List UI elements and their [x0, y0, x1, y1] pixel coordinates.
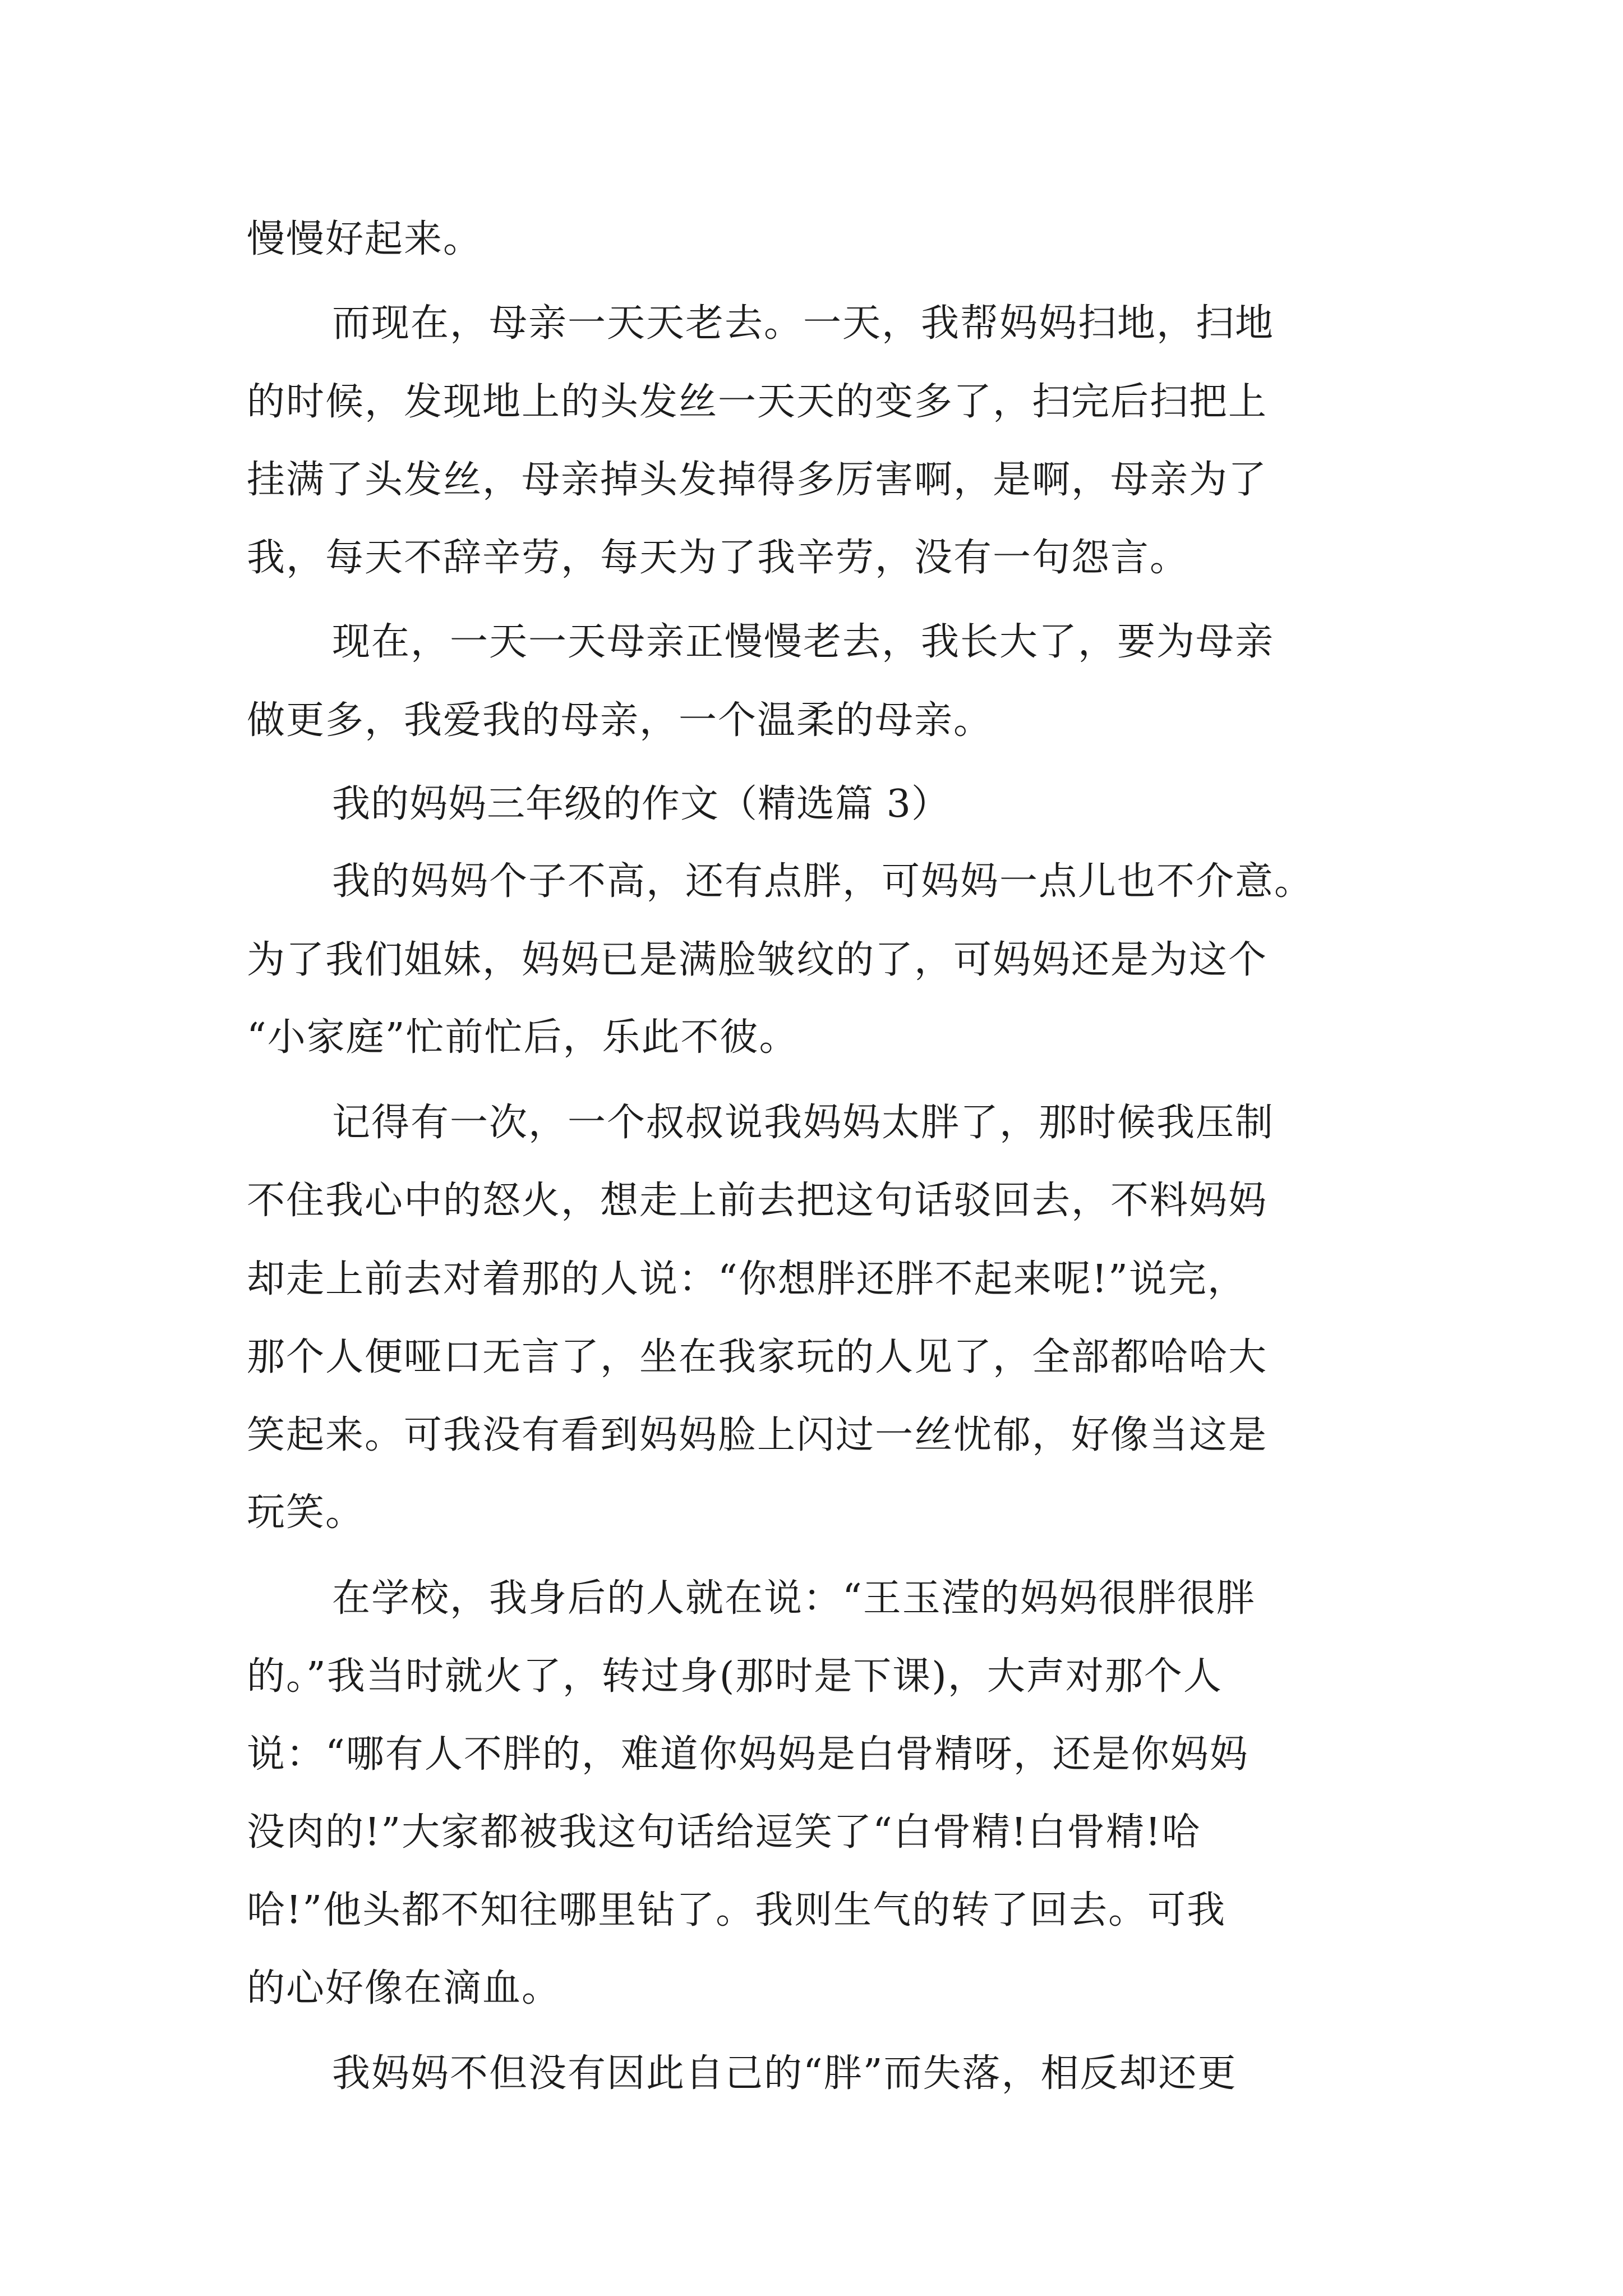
text-line: 做更多，我爱我的母亲，一个温柔的母亲。 [247, 698, 993, 743]
text-line: 为了我们姐妹，妈妈已是满脸皱纹的了，可妈妈还是为这个 [247, 938, 1268, 982]
text-line: 说：“哪有人不胖的，难道你妈妈是白骨精呀，还是你妈妈 [247, 1732, 1249, 1777]
text-line: 的时候，发现地上的头发丝一天天的变多了，扫完后扫把上 [247, 380, 1268, 424]
text-line: 而现在，母亲一天天老去。一天，我帮妈妈扫地，扫地 [332, 301, 1275, 346]
text-line: 挂满了头发丝，母亲掉头发掉得多厉害啊，是啊，母亲为了 [247, 458, 1268, 502]
text-line: 我，每天不辞辛劳，每天为了我辛劳，没有一句怨言。 [247, 536, 1189, 580]
text-line: 那个人便哑口无言了，坐在我家玩的人见了，全部都哈哈大 [247, 1335, 1268, 1379]
text-line: 慢慢好起来。 [247, 217, 483, 261]
text-line: 我妈妈不但没有因此自己的“胖”而失落，相反却还更 [332, 2051, 1237, 2096]
text-line: 哈!”他头都不知往哪里钻了。我则生气的转了回去。可我 [247, 1888, 1227, 1932]
text-line: 却走上前去对着那的人说：“你想胖还胖不起来呢!”说完， [247, 1257, 1247, 1301]
text-line: 在学校，我身后的人就在说：“王玉滢的妈妈很胖很胖 [332, 1576, 1256, 1621]
text-line: 的心好像在滴血。 [247, 1966, 561, 2010]
text-line: 的。”我当时就火了，转过身(那时是下课)，大声对那个人 [247, 1654, 1223, 1699]
text-line: 现在，一天一天母亲正慢慢老去，我长大了，要为母亲 [332, 620, 1275, 664]
section-title: 我的妈妈三年级的作文（精选篇 3） [332, 782, 950, 826]
text-line: 笑起来。可我没有看到妈妈脸上闪过一丝忧郁，好像当这是 [247, 1413, 1268, 1457]
text-line: 记得有一次，一个叔叔说我妈妈太胖了，那时候我压制 [332, 1101, 1275, 1145]
text-line: 玩笑。 [247, 1490, 365, 1535]
text-line: “小家庭”忙前忙后，乐此不彼。 [247, 1015, 799, 1060]
text-line: 我的妈妈个子不高，还有点胖，可妈妈一点儿也不介意。 [332, 859, 1314, 904]
text-line: 不住我心中的怒火，想走上前去把这句话驳回去，不料妈妈 [247, 1179, 1268, 1223]
text-line: 没肉的!”大家都被我这句话给逗笑了“白骨精!白骨精!哈 [247, 1810, 1201, 1855]
